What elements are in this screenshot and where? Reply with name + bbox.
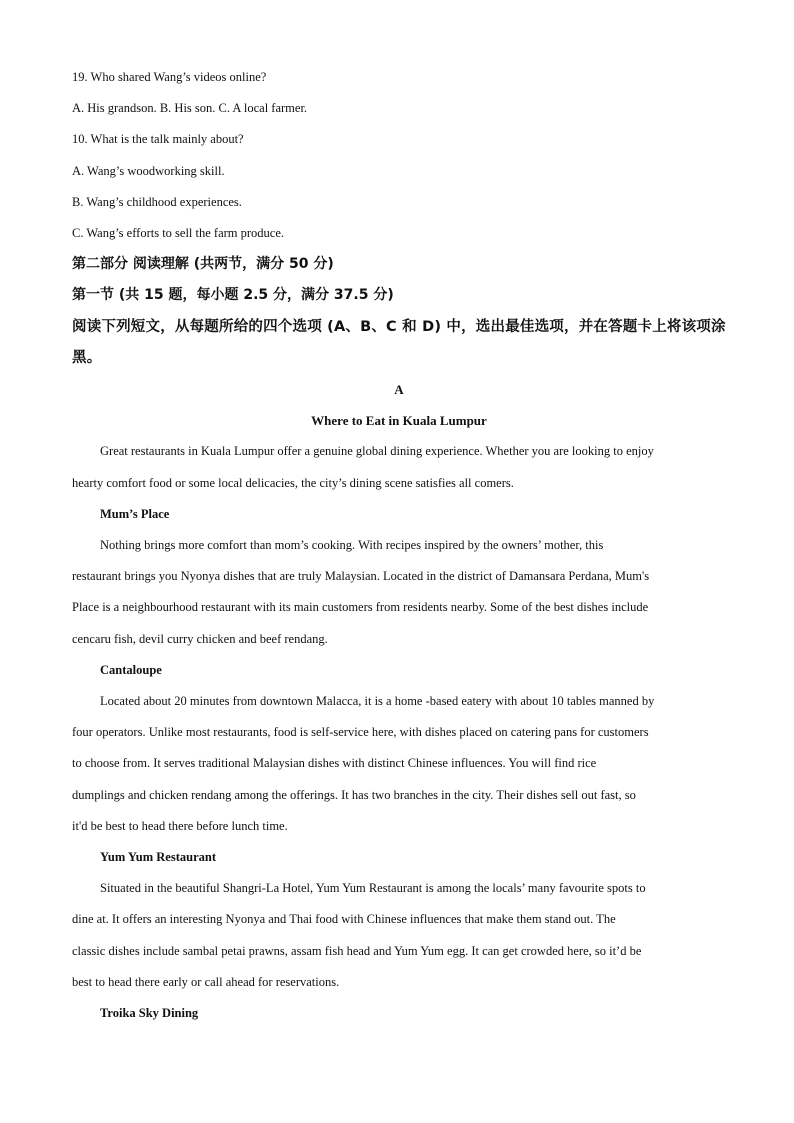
text-line: classic dishes include sambal petai prawns, assam fish head and Yum Yum egg. It can get crowded here, so it’d be: [72, 943, 642, 958]
section-subtitle: 第一节 (共 15 题，每小题 2.5 分，满分 37.5 分): [72, 287, 394, 304]
restaurant-heading-mums-place: Mum’s Place: [100, 506, 170, 521]
text-line: best to head there early or call ahead for reservations.: [72, 974, 340, 989]
question-10: 10. What is the talk mainly about?: [72, 132, 244, 147]
question-10-option-a: A. Wang’s woodworking skill.: [72, 163, 225, 178]
text-line: Situated in the beautiful Shangri-La Hotel, Yum Yum Restaurant is among the locals’ many favourite spots to: [100, 881, 646, 896]
restaurant-heading-troika: Troika Sky Dining: [100, 1006, 199, 1021]
text-line: hearty comfort food or some local delicacies, the city’s dining scene satisfies all comers.: [72, 475, 514, 490]
text-line: dine at. It offers an interesting Nyonya and Thai food with Chinese influences that make them stand out. The: [72, 912, 616, 927]
question-19: 19. Who shared Wang’s videos online?: [72, 70, 267, 84]
question-19-options: A. His grandson. B. His son. C. A local farmer.: [72, 101, 308, 116]
cantaloupe-paragraph: [72, 686, 726, 842]
reading-instruction: 阅读下列短文，从每题所给的四个选项 (A、B、C 和 D) 中，选出最佳选项，并在答题卡上将该项涂黑。: [72, 318, 726, 366]
text-line: Place is a neighbourhood restaurant with its main customers from residents nearby. Some of the best dishes include: [72, 600, 649, 615]
question-10-option-b: B. Wang’s childhood experiences.: [72, 194, 242, 209]
text-line: cencaru fish, devil curry chicken and beef rendang.: [72, 631, 328, 646]
part-title: 第二部分 阅读理解 (共两节，满分 50 分): [72, 256, 334, 273]
intro-paragraph: [72, 436, 726, 498]
text-line: Located about 20 minutes from downtown Malacca, it is a home -based eatery with about 10 tables manned by: [100, 694, 655, 709]
mums-place-paragraph: [72, 530, 726, 655]
text-line: to choose from. It serves traditional Malaysian dishes with distinct Chinese influences. You will find rice: [72, 756, 597, 771]
passage-title: Where to Eat in Kuala Lumpur: [311, 413, 487, 429]
text-line: Great restaurants in Kuala Lumpur offer a genuine global dining experience. Whether you are looking to enjoy: [100, 444, 654, 459]
restaurant-heading-yum-yum: Yum Yum Restaurant: [100, 850, 216, 865]
question-10-option-c: C. Wang’s efforts to sell the farm produce.: [72, 226, 285, 241]
document-page: [72, 62, 726, 1029]
yum-yum-paragraph: [72, 873, 726, 998]
text-line: Nothing brings more comfort than mom’s cooking. With recipes inspired by the owners’ mother, this: [100, 538, 604, 553]
text-line: dumplings and chicken rendang among the offerings. It has two branches in the city. Their dishes sell out fast, so: [72, 787, 636, 802]
text-line: restaurant brings you Nyonya dishes that are truly Malaysian. Located in the district of Damansara Perdana, Mum's: [72, 569, 650, 584]
text-line: it'd be best to head there before lunch time.: [72, 818, 288, 833]
passage-letter: A: [394, 382, 404, 398]
text-line: four operators. Unlike most restaurants, food is self-service here, with dishes placed on catering pans for customers: [72, 725, 649, 740]
restaurant-heading-cantaloupe: Cantaloupe: [100, 662, 162, 677]
